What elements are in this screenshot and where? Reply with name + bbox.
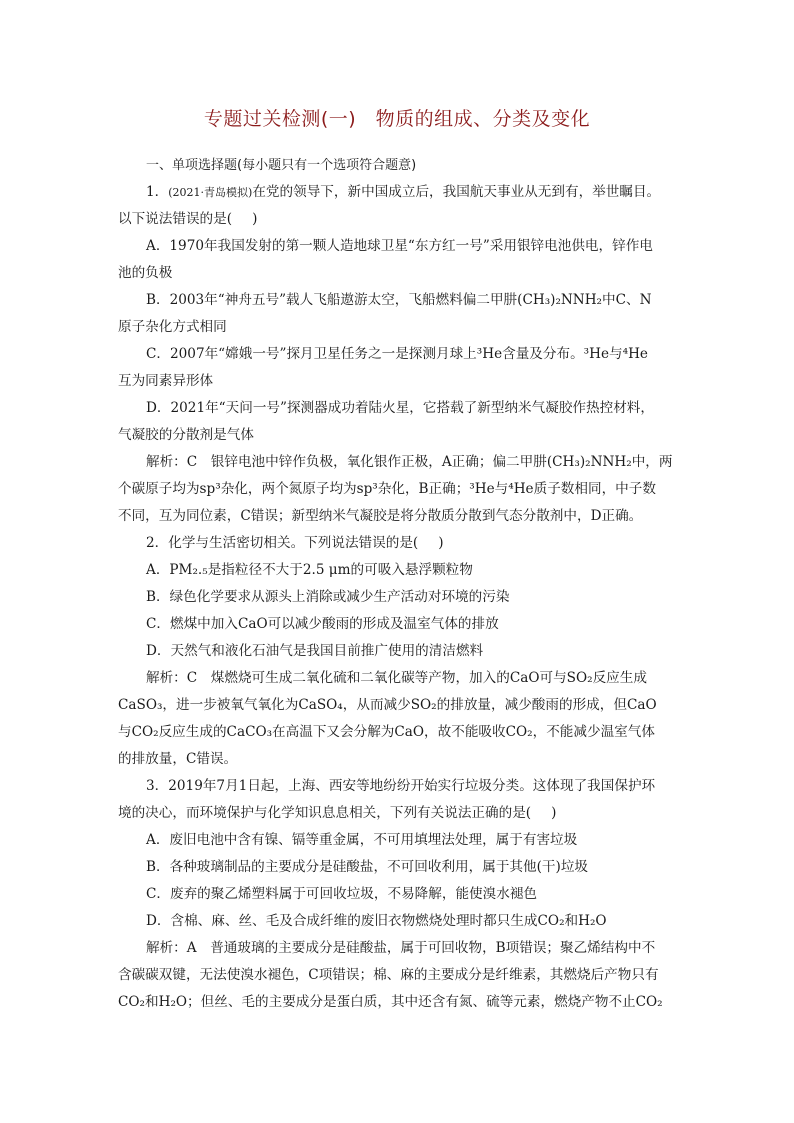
q2-explanation-cont: 的排放量，C错误。 bbox=[118, 751, 238, 767]
question-3-stem-cont bbox=[118, 800, 678, 827]
q2-explanation: 解析：C 煤燃烧可生成二氧化硫和二氧化碳等产物，加入的CaO可与SO₂反应生成 bbox=[146, 670, 647, 686]
document-body bbox=[118, 152, 678, 1016]
q1-explanation-cont: 个碳原子均为sp³杂化，两个氮原子均为sp³杂化，B正确；³He与⁴He质子数相同，中子数 bbox=[118, 481, 656, 497]
question-text: ) bbox=[252, 211, 258, 227]
question-text: 以下说法错误的是( bbox=[118, 211, 233, 227]
q3-option-c: C．废弃的聚乙烯塑料属于可回收垃圾，不易降解，能使溴水褪色 bbox=[146, 886, 538, 902]
q3-option-a: A．废旧电池中含有镍、镉等重金属，不可用填埋法处理，属于有害垃圾 bbox=[146, 832, 578, 848]
q1-option-c: C．2007年“嫦娥一号”探月卫星任务之一是探测月球上³He含量及分布。³He与⁴He bbox=[146, 346, 648, 362]
question-text: 境的决心，而环境保护与化学知识息息相关，下列有关说法正确的是( bbox=[118, 805, 532, 821]
question-text: ) bbox=[438, 535, 444, 551]
question-text: 在党的领导下，新中国成立后，我国航天事业从无到有，举世瞩目。 bbox=[252, 184, 661, 200]
q2-explanation-cont: 与CO₂反应生成的CaCO₃在高温下又会分解为CaO，故不能吸收CO₂，不能减少温室气体 bbox=[118, 724, 655, 740]
page-title: 专题过关检测(一) 物质的组成、分类及变化 bbox=[203, 108, 591, 130]
question-source: (2021·青岛模拟) bbox=[168, 186, 253, 199]
q2-explanation-cont: CaSO₃，进一步被氧气氧化为CaSO₄，从而减少SO₂的排放量，减少酸雨的形成，但CaO bbox=[118, 697, 657, 713]
question-1-stem bbox=[118, 179, 678, 206]
q3-option-d: D．含棉、麻、丝、毛及合成纤维的废旧衣物燃烧处理时都只生成CO₂和H₂O bbox=[146, 913, 607, 929]
q1-option-d: D．2021年“天问一号”探测器成功着陆火星，它搭载了新型纳米气凝胶作热控材料， bbox=[146, 400, 654, 416]
q1-option-d-cont: 气凝胶的分散剂是气体 bbox=[118, 427, 254, 443]
q2-option-c: C．燃煤中加入CaO可以减少酸雨的形成及温室气体的排放 bbox=[146, 616, 499, 632]
question-3-stem: 3．2019年7月1日起，上海、西安等地纷纷开始实行垃圾分类。这体现了我国保护环 bbox=[146, 778, 656, 794]
q1-option-a-cont: 池的负极 bbox=[118, 265, 173, 281]
q1-option-a: A．1970年我国发射的第一颗人造地球卫星“东方红一号”采用银锌电池供电，锌作电 bbox=[146, 238, 653, 254]
q2-option-d: D．天然气和液化石油气是我国目前推广使用的清洁燃料 bbox=[146, 643, 484, 659]
q1-explanation-cont: 不同，互为同位素，C错误；新型纳米气凝胶是将分散质分散到气态分散剂中，D正确。 bbox=[118, 508, 643, 524]
question-text: ) bbox=[551, 805, 557, 821]
q2-option-a: A．PM₂.₅是指粒径不大于2.5 μm的可吸入悬浮颗粒物 bbox=[146, 562, 473, 578]
question-2-stem bbox=[118, 530, 678, 557]
question-number: 1． bbox=[146, 184, 169, 200]
q3-explanation: 解析：A 普通玻璃的主要成分是硅酸盐，属于可回收物，B项错误；聚乙烯结构中不 bbox=[146, 940, 656, 956]
section-heading: 一、单项选择题(每小题只有一个选项符合题意) bbox=[146, 158, 417, 173]
question-text: 2．化学与生活密切相关。下列说法错误的是( bbox=[146, 535, 419, 551]
q1-explanation: 解析：C 银锌电池中锌作负极，氧化银作正极，A正确；偏二甲肼(CH₃)₂NNH₂中，两 bbox=[146, 454, 673, 470]
q1-option-c-cont: 互为同素异形体 bbox=[118, 373, 214, 389]
question-1-stem-cont bbox=[118, 206, 678, 233]
q3-explanation-cont: 含碳碳双键，无法使溴水褪色，C项错误；棉、麻的主要成分是纤维素，其燃烧后产物只有 bbox=[118, 967, 659, 983]
q2-option-b: B．绿色化学要求从源头上消除或减少生产活动对环境的污染 bbox=[146, 589, 510, 605]
q1-option-b: B．2003年“神舟五号”载人飞船遨游太空，飞船燃料偏二甲肼(CH₃)₂NNH₂中C、N bbox=[146, 292, 652, 308]
q1-option-b-cont: 原子杂化方式相同 bbox=[118, 319, 227, 335]
q3-option-b: B．各种玻璃制品的主要成分是硅酸盐，不可回收利用，属于其他(干)垃圾 bbox=[146, 859, 589, 875]
q3-explanation-cont: CO₂和H₂O；但丝、毛的主要成分是蛋白质，其中还含有氮、硫等元素，燃烧产物不止CO₂ bbox=[118, 994, 663, 1010]
